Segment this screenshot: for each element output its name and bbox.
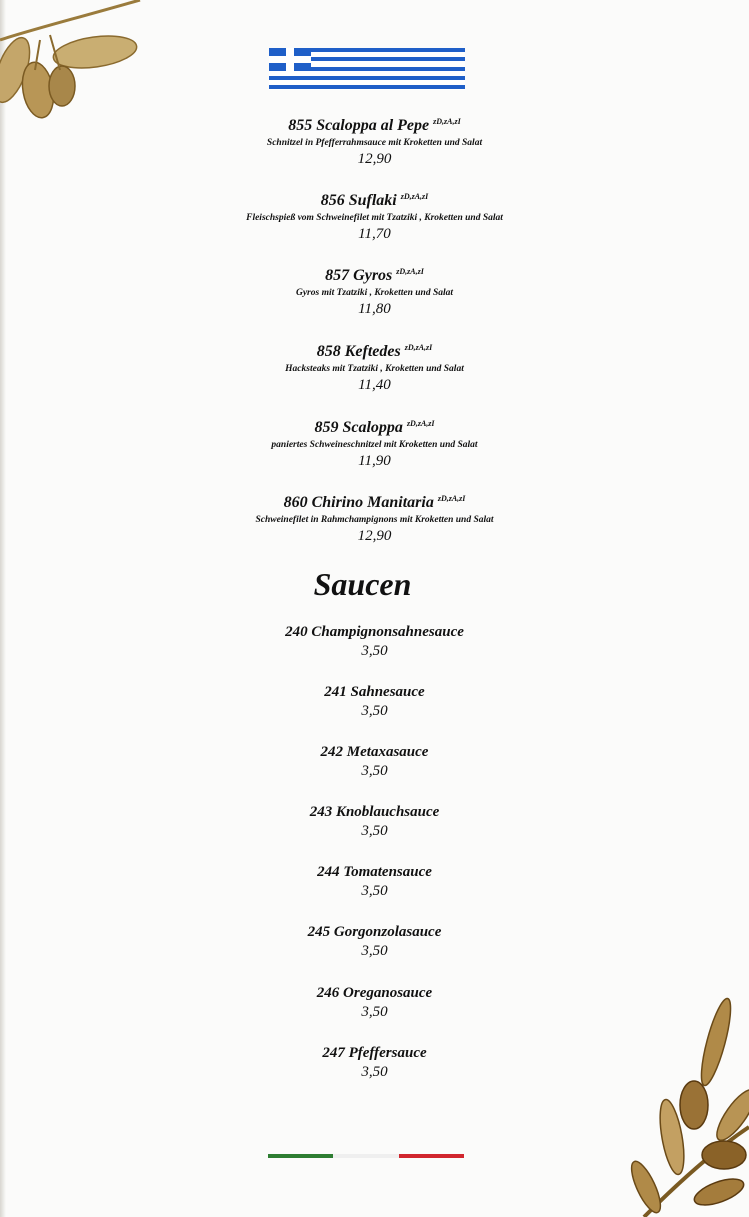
sauce-245 <box>0 923 749 961</box>
sauce-242 <box>0 743 749 781</box>
flag-stripe-white <box>333 1154 398 1158</box>
dish-name: 856 Suflaki <box>320 192 397 209</box>
sauce-244 <box>0 863 749 901</box>
flag-stripe-green <box>268 1154 333 1158</box>
olive-branch-icon <box>624 997 749 1217</box>
sauce-name: 241 Sahnesauce <box>324 684 425 700</box>
sauce-name: 243 Knoblauchsauce <box>309 804 440 820</box>
sauce-price: 3,50 <box>361 943 388 959</box>
dish-price: 11,80 <box>358 301 391 317</box>
dish-allergens: zD,zA,zI <box>433 117 461 126</box>
sauce-name: 247 Pfeffersauce <box>322 1045 427 1061</box>
dish-allergens: zD,zA,zI <box>400 192 429 201</box>
dish-name: 860 Chirino Manitaria <box>283 494 434 511</box>
dish-858 <box>0 342 749 394</box>
sauce-name: 242 Metaxasauce <box>320 744 429 760</box>
sauce-price: 3,50 <box>361 823 388 839</box>
sauce-241 <box>0 683 749 721</box>
dish-price: 11,90 <box>358 453 391 469</box>
sauce-name: 240 Champignonsahnesauce <box>285 624 464 640</box>
dish-name: 858 Keftedes <box>316 343 401 360</box>
dish-title <box>0 418 749 438</box>
dish-857 <box>0 266 749 318</box>
flag-stripe-red <box>399 1154 464 1158</box>
dish-title <box>0 266 749 286</box>
dish-name: 855 Scaloppa al Pepe <box>288 117 430 134</box>
dish-description: Schweinefilet in Rahmchampignons mit Kroketten und Salat <box>255 515 494 525</box>
sauce-price: 3,50 <box>361 763 388 779</box>
sauce-243 <box>0 803 749 841</box>
dish-allergens: zD,zA,zI <box>406 419 435 428</box>
sauce-price: 3,50 <box>361 1064 388 1080</box>
dish-description: Gyros mit Tzatziki , Kroketten und Salat <box>295 288 454 298</box>
dish-allergens: zD,zA,zI <box>396 267 424 276</box>
dish-860 <box>0 493 749 545</box>
dish-allergens: zD,zA,zI <box>404 343 433 352</box>
dish-price: 12,90 <box>357 151 392 167</box>
dish-price: 11,70 <box>358 226 391 242</box>
dish-title <box>0 493 749 513</box>
page-edge-shadow <box>0 0 6 1217</box>
sauce-price: 3,50 <box>361 703 388 719</box>
sauce-price: 3,50 <box>361 883 388 899</box>
section-heading-saucen: Saucen <box>313 566 412 602</box>
sauce-name: 245 Gorgonzolasauce <box>307 924 442 940</box>
dish-name: 859 Scaloppa <box>314 419 403 436</box>
dish-name: 857 Gyros <box>325 267 393 284</box>
sauce-name: 246 Oreganosauce <box>316 985 433 1001</box>
italian-flag-icon <box>268 1154 464 1158</box>
dish-title <box>0 116 749 136</box>
sauce-name: 244 Tomatensauce <box>317 864 432 880</box>
dish-855 <box>0 116 749 168</box>
dish-allergens: zD,zA,zI <box>437 494 466 503</box>
dish-description: paniertes Schweineschnitzel mit Kroketten und Salat <box>271 440 478 450</box>
dish-title <box>0 191 749 211</box>
dish-description: Fleischspieß vom Schweinefilet mit Tzatziki , Kroketten und Salat <box>246 213 503 223</box>
dish-859 <box>0 418 749 470</box>
greek-flag-icon <box>269 48 465 90</box>
sauce-price: 3,50 <box>361 1004 388 1020</box>
dish-price: 11,40 <box>358 377 391 393</box>
dish-title <box>0 342 749 362</box>
sauce-240 <box>0 623 749 661</box>
sauce-price: 3,50 <box>361 643 388 659</box>
dish-description: Schnitzel in Pfefferrahmsauce mit Kroketten und Salat <box>266 138 483 148</box>
dish-856 <box>0 191 749 243</box>
olive-branch-icon <box>0 0 145 130</box>
dish-price: 12,90 <box>357 528 392 544</box>
dish-description: Hacksteaks mit Tzatziki , Kroketten und Salat <box>285 364 464 374</box>
